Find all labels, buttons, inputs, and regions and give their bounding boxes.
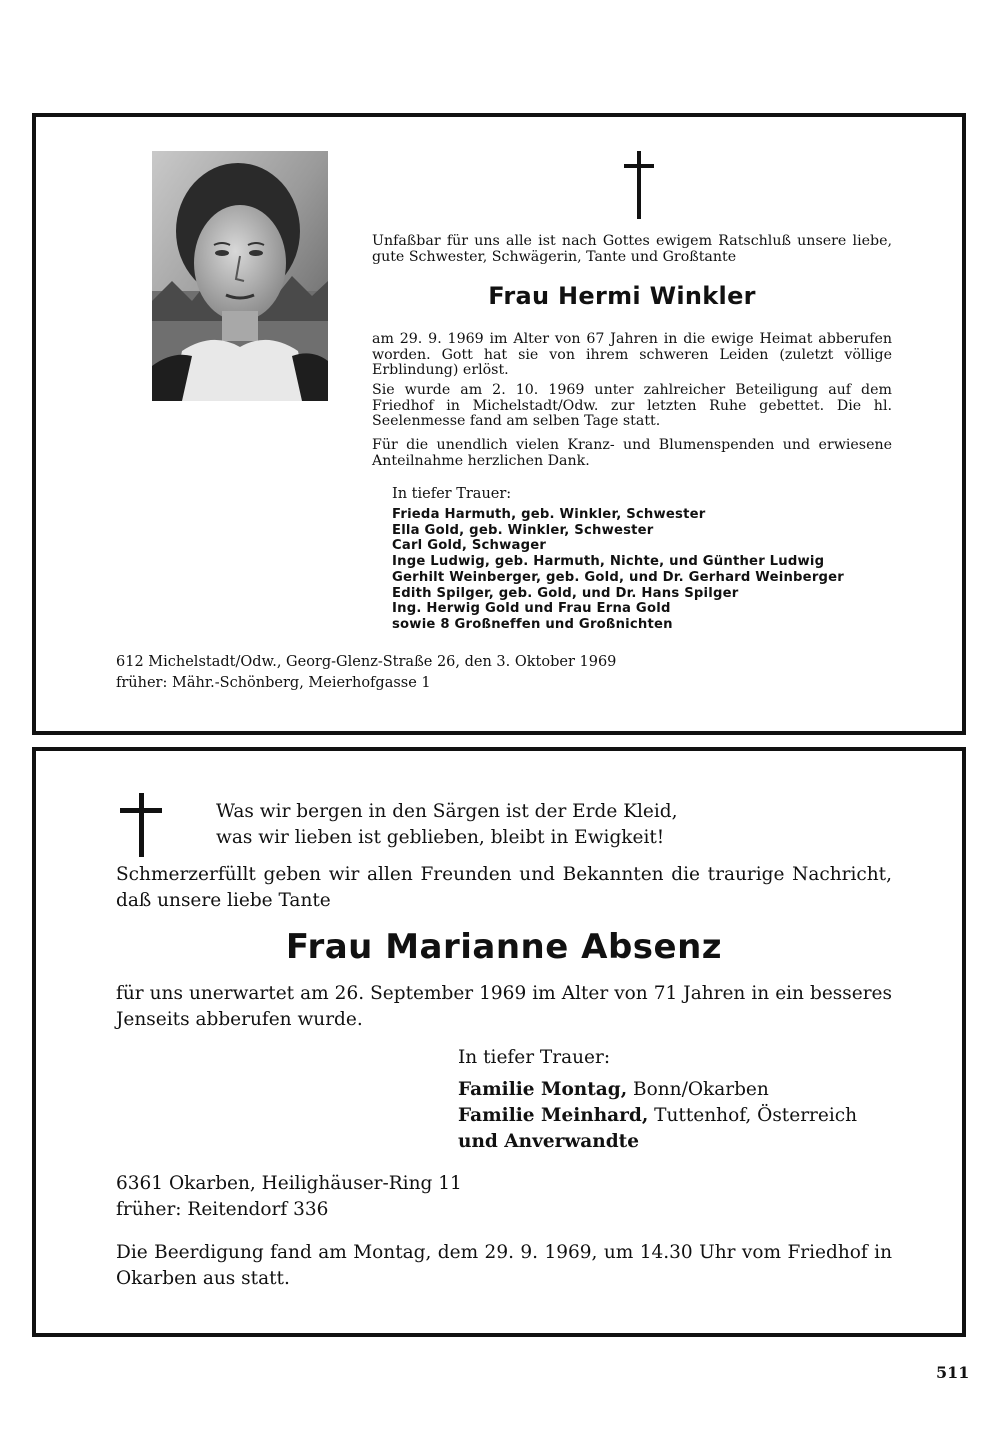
mourners-list — [392, 507, 844, 633]
mourner-entry: sowie 8 Großneffen und Großnichten — [392, 616, 673, 632]
portrait-image — [152, 151, 328, 401]
verse-line: Was wir bergen in den Särgen ist der Erde Kleid, — [216, 801, 678, 822]
mourner-entry: Carl Gold, Schwager — [392, 538, 547, 554]
paragraph-death: für uns unerwartet am 26. September 1969 im Alter von 71 Jahren in ein besseres Jenseits abberufen wurde. — [116, 983, 892, 1030]
mourner-entry: Ing. Herwig Gold und Frau Erna Gold — [392, 601, 671, 617]
family-place: Bonn/Okarben — [627, 1079, 769, 1100]
family-place: Tuttenhof, Österreich — [648, 1105, 858, 1126]
verse-line: was wir lieben ist geblieben, bleibt in Ewigkeit! — [216, 827, 665, 848]
obituary-notice-absenz — [32, 747, 966, 1337]
mourners-list — [458, 1077, 857, 1155]
mourner-entry: Edith Spilger, geb. Gold, und Dr. Hans Spilger — [392, 585, 739, 601]
relatives: und Anverwandte — [458, 1131, 639, 1152]
mourner-entry — [458, 1103, 857, 1129]
mourner-entry: Inge Ludwig, geb. Harmuth, Nichte, und Günther Ludwig — [392, 554, 825, 570]
address-block — [116, 652, 616, 694]
former-address-line: früher: Mähr.-Schönberg, Meierhofgasse 1 — [116, 675, 431, 691]
former-address-line: früher: Reitendorf 336 — [116, 1199, 329, 1220]
mourner-entry — [458, 1129, 857, 1155]
verse — [216, 799, 678, 851]
intro-text: Unfaßbar für uns alle ist nach Gottes ewigem Ratschluß unsere liebe, gute Schwester, Schwägerin, Tante und Großtante — [372, 233, 892, 265]
intro-text: Schmerzerfüllt geben wir allen Freunden und Bekannten die traurige Nachricht, daß unsere liebe Tante — [116, 864, 892, 911]
mourner-entry: Ella Gold, geb. Winkler, Schwester — [392, 522, 654, 538]
mourning-heading: In tiefer Trauer: — [458, 1047, 611, 1068]
address-line: 6361 Okarben, Heilighäuser-Ring 11 — [116, 1173, 462, 1194]
deceased-name: Frau Marianne Absenz — [285, 927, 723, 967]
paragraph-burial: Sie wurde am 2. 10. 1969 unter zahlreicher Beteiligung auf dem Friedhof in Michelstadt/Odw. zur letzten Ruhe gebettet. Die hl. Seelenmesse fand am selben Tage statt. — [372, 382, 892, 429]
paragraph-thanks: Für die unendlich vielen Kranz- und Blumenspenden und erwiesene Anteilnahme herzlichen Dank. — [372, 437, 892, 469]
deceased-name: Frau Hermi Winkler — [488, 282, 756, 310]
address-block — [116, 1171, 462, 1223]
address-line: 612 Michelstadt/Odw., Georg-Glenz-Straße 26, den 3. Oktober 1969 — [116, 654, 617, 670]
family-name: Familie Montag, — [458, 1079, 628, 1100]
obituary-notice-winkler — [32, 113, 966, 735]
mourner-entry: Frieda Harmuth, geb. Winkler, Schwester — [392, 507, 706, 522]
cross-icon — [624, 151, 654, 219]
family-name: Familie Meinhard, — [458, 1105, 649, 1126]
page-number: 511 — [936, 1363, 970, 1382]
paragraph-funeral: Die Beerdigung fand am Montag, dem 29. 9. 1969, um 14.30 Uhr vom Friedhof in Okarben aus statt. — [116, 1242, 892, 1289]
paragraph-death: am 29. 9. 1969 im Alter von 67 Jahren in die ewige Heimat abberufen worden. Gott hat sie von ihrem schweren Leiden (zuletzt völlige Erblindung) erlöst. — [372, 331, 892, 378]
cross-icon — [120, 793, 162, 857]
portrait-photo — [152, 151, 328, 401]
mourning-heading: In tiefer Trauer: — [392, 486, 512, 502]
mourner-entry: Gerhilt Weinberger, geb. Gold, und Dr. Gerhard Weinberger — [392, 569, 845, 585]
mourner-entry — [458, 1077, 857, 1103]
